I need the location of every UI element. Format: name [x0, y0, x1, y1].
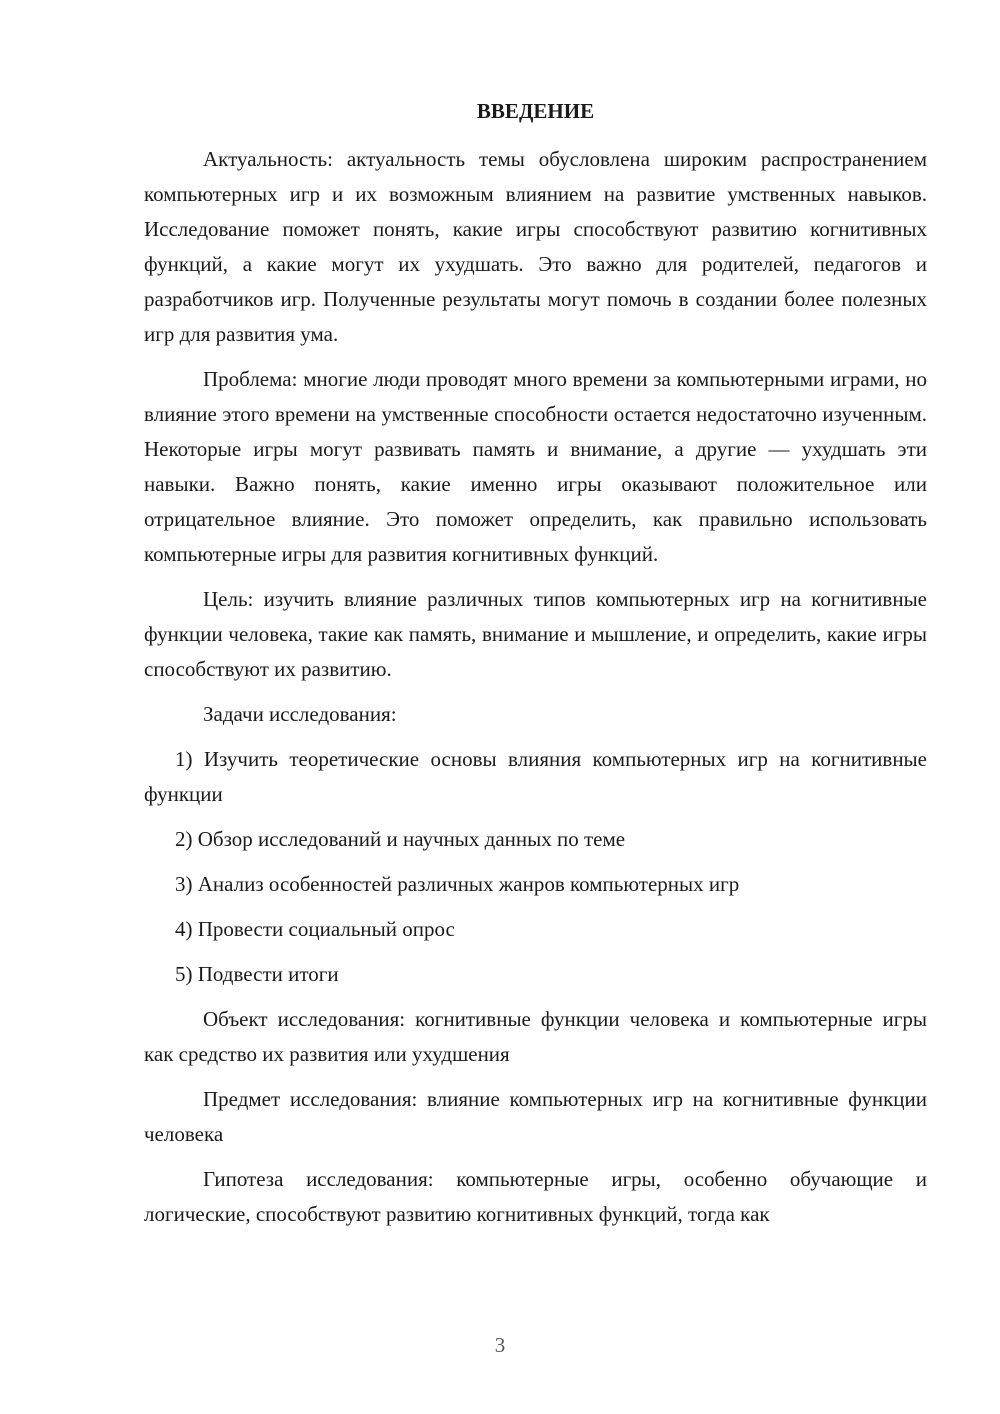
- page-content: [144, 96, 927, 1242]
- section-heading: ВВЕДЕНИЕ: [476, 99, 595, 123]
- tasks-heading: Задачи исследования:: [203, 702, 397, 726]
- task-item-1: 1) Изучить теоретические основы влияния компьютерных игр на когнитивные функции: [144, 747, 927, 806]
- subject-paragraph: Предмет исследования: влияние компьютерных игр на когнитивные функции человека: [144, 1087, 927, 1146]
- task-item-4: 4) Провести социальный опрос: [175, 917, 455, 941]
- task-item-2: 2) Обзор исследований и научных данных по теме: [175, 827, 626, 851]
- task-item-3: 3) Анализ особенностей различных жанров компьютерных игр: [175, 872, 740, 896]
- problem-paragraph: Проблема: многие люди проводят много времени за компьютерными играми, но влияние этого времени на умственные способности остается недостаточно изученным. Некоторые игры могут развивать память и внимание, а другие — ухудшать эти навыки. Важно понять, какие именно игры оказывают положительное или отрицательное влияние. Это поможет определить, как правильно использовать компьютерные игры для развития когнитивных функций.: [144, 367, 927, 566]
- goal-paragraph: Цель: изучить влияние различных типов компьютерных игр на когнитивные функции человека, такие как память, внимание и мышление, и определить, какие игры способствуют их развитию.: [144, 587, 927, 681]
- task-item-5: 5) Подвести итоги: [175, 962, 339, 986]
- page-number: 3: [494, 1333, 506, 1357]
- relevance-paragraph: Актуальность: актуальность темы обусловлена широким распространением компьютерных игр и их возможным влиянием на развитие умственных навыков. Исследование поможет понять, какие игры способствуют развитию когнитивных функций, а какие могут их ухудшать. Это важно для родителей, педагогов и разработчиков игр. Полученные результаты могут помочь в создании более полезных игр для развития ума.: [144, 147, 927, 346]
- object-paragraph: Объект исследования: когнитивные функции человека и компьютерные игры как средство их развития или ухудшения: [144, 1007, 927, 1066]
- hypothesis-paragraph: Гипотеза исследования: компьютерные игры, особенно обучающие и логические, способствуют развитию когнитивных функций, тогда как: [144, 1167, 927, 1226]
